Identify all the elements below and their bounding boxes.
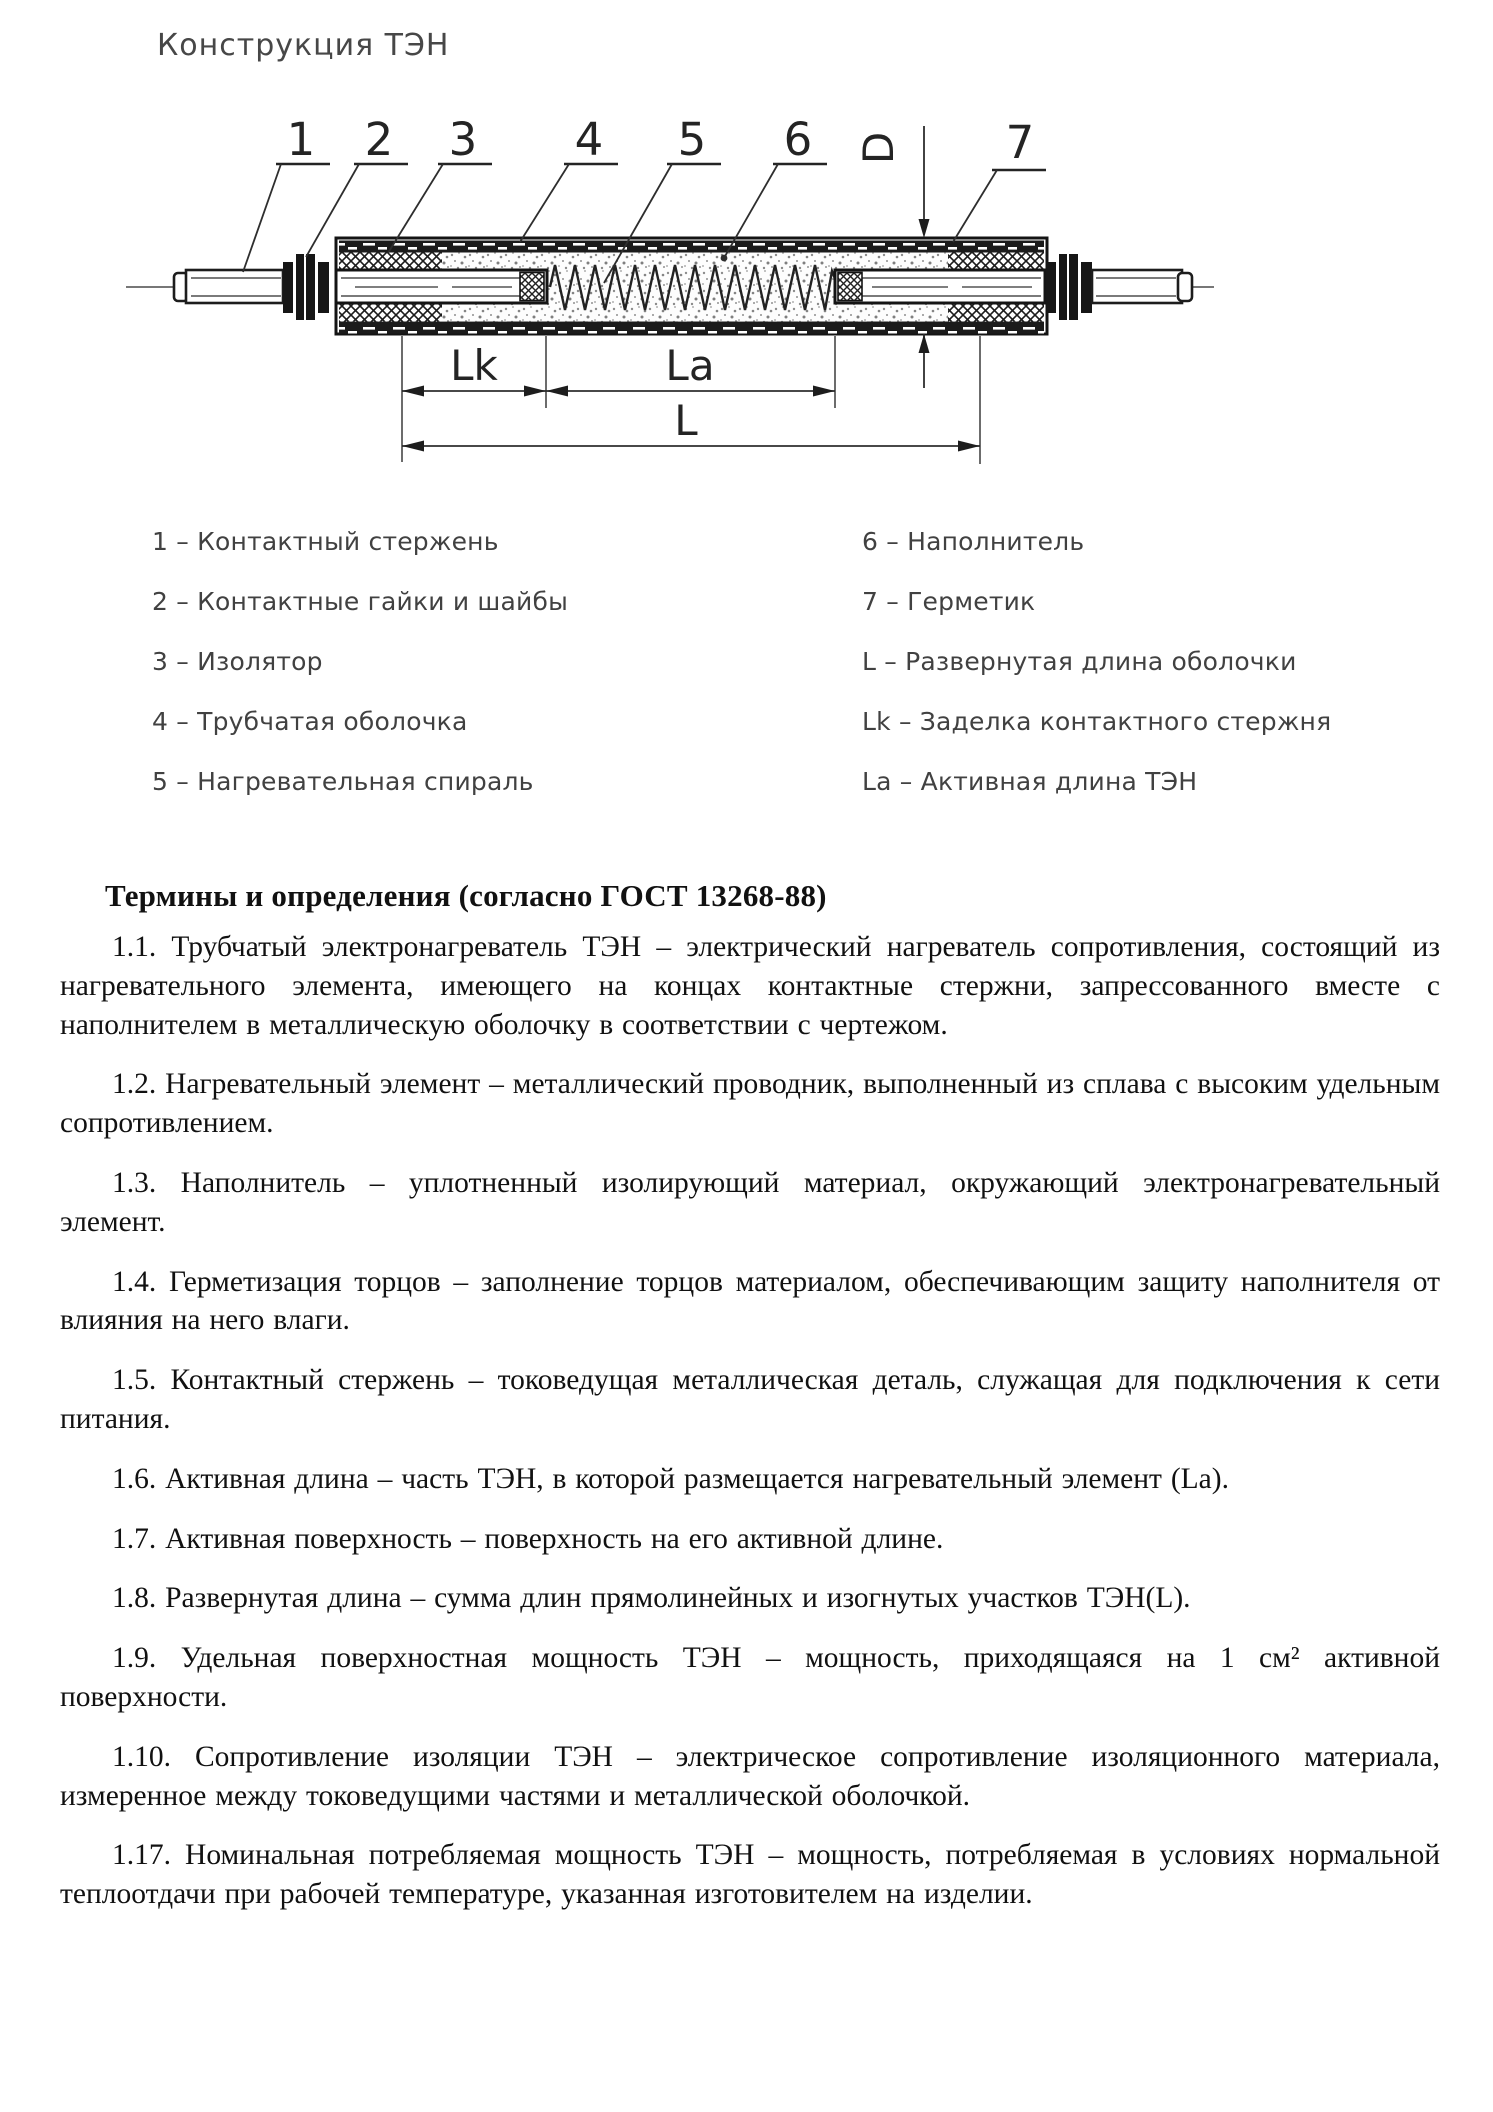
dim-la-label: La — [665, 341, 715, 390]
callout-7 — [953, 116, 1046, 242]
dimension-la — [546, 341, 835, 397]
legend-item: 4 – Трубчатая оболочка — [152, 707, 468, 736]
legend-item: L – Развернутая длина оболочки — [862, 647, 1297, 676]
term-paragraph: 1.4. Герметизация торцов – заполнение торцов материалом, обеспечивающим защиту наполнителя от влияния на него влаги. — [60, 1265, 1440, 1337]
left-inner-rod — [336, 270, 547, 303]
right-inner-rod — [835, 270, 1045, 303]
dim-l-label: L — [674, 396, 698, 445]
legend-item: 5 – Нагревательная спираль — [152, 767, 534, 796]
callout-2-label: 2 — [364, 113, 394, 166]
terms-heading: Термины и определения (согласно ГОСТ 13268-88) — [105, 878, 827, 913]
right-nuts-washers — [1046, 254, 1092, 320]
legend-item: 3 – Изолятор — [152, 647, 323, 676]
term-paragraph: 1.10. Сопротивление изоляции ТЭН – электрическое сопротивление изоляционного материала, измеренное между токоведущими частями и металлической оболочкой. — [60, 1740, 1440, 1812]
term-paragraph: 1.7. Активная поверхность – поверхность на его активной длине. — [112, 1522, 944, 1555]
dim-lk-label: Lk — [450, 341, 498, 390]
left-nuts-washers — [283, 254, 329, 320]
term-paragraph: 1.1. Трубчатый электронагреватель ТЭН – электрический нагреватель сопротивления, состоящий из нагревательного элемента, имеющего на концах контактные стержни, запрессованного вместе с наполнителем в металлическую оболочку в соответствии с чертежом. — [60, 931, 1440, 1041]
callout-7-label: 7 — [1005, 116, 1035, 169]
legend-left-column — [152, 527, 568, 827]
callout-1-label: 1 — [286, 113, 316, 166]
term-paragraph: 1.9. Удельная поверхностная мощность ТЭН – мощность, приходящаяся на 1 см² активной поверхности. — [60, 1642, 1440, 1713]
right-contact-rod — [1092, 270, 1192, 303]
callout-2 — [306, 113, 408, 257]
term-paragraph: 1.17. Номинальная потребляемая мощность ТЭН – мощность, потребляемая в условиях нормальной теплоотдачи при рабочей температуре, указанная изготовителем на изделии. — [60, 1839, 1440, 1911]
term-paragraph: 1.3. Наполнитель – уплотненный изолирующий материал, окружающий электронагревательный элемент. — [60, 1166, 1440, 1238]
term-paragraph: 1.8. Развернутая длина – сумма длин прямолинейных и изогнутых участков ТЭН(L). — [112, 1582, 1191, 1615]
dimension-l — [402, 396, 980, 452]
dim-d-label: D — [854, 131, 903, 165]
term-paragraph: 1.6. Активная длина – часть ТЭН, в которой размещается нагревательный элемент (La). — [112, 1462, 1229, 1495]
callout-4 — [520, 113, 618, 242]
ten-construction-diagram — [0, 0, 1493, 500]
term-paragraph: 1.5. Контактный стержень – токоведущая металлическая деталь, служащая для подключения к сети питания. — [60, 1364, 1440, 1435]
legend-item: 1 – Контактный стержень — [152, 527, 499, 556]
legend-item: 2 – Контактные гайки и шайбы — [152, 587, 569, 616]
figure-title: Конструкция ТЭН — [157, 28, 450, 63]
callout-5-label: 5 — [677, 113, 707, 166]
legend-item: 6 – Наполнитель — [862, 527, 1085, 556]
callout-3 — [388, 113, 492, 253]
legend-item: La – Активная длина ТЭН — [862, 767, 1198, 796]
callout-4-label: 4 — [574, 113, 604, 166]
term-paragraph: 1.2. Нагревательный элемент – металлический проводник, выполненный из сплава с высоким удельным сопротивлением. — [60, 1068, 1440, 1140]
callout-6-label: 6 — [783, 113, 813, 166]
callout-3-label: 3 — [448, 113, 478, 166]
legend-item: 7 – Герметик — [862, 587, 1036, 616]
legend-right-column — [862, 527, 1331, 827]
left-contact-rod — [174, 270, 283, 303]
dimension-lk — [402, 341, 546, 397]
callout-1 — [243, 113, 330, 272]
terms-section — [60, 878, 1440, 1935]
legend-item: Lk – Заделка контактного стержня — [862, 707, 1332, 736]
